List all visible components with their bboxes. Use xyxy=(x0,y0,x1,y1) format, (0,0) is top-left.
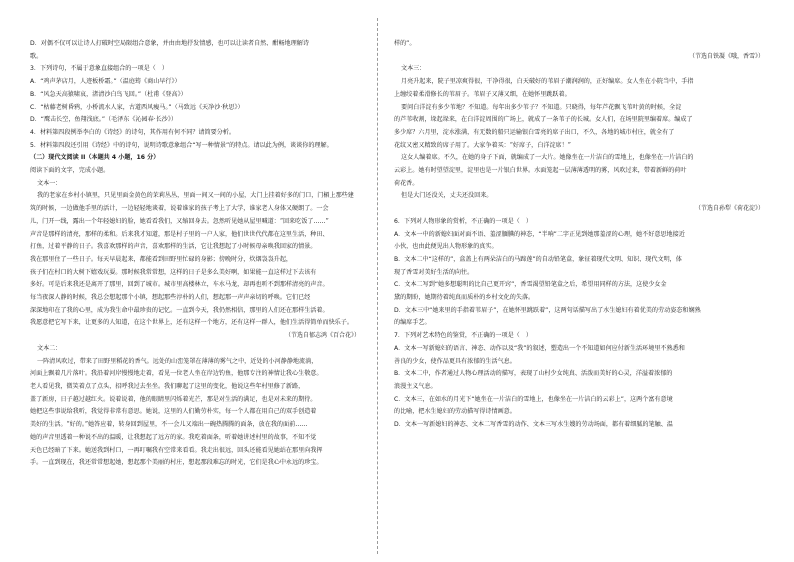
text-line: 小伙，也由此便见出人物形象的真实。 xyxy=(394,243,498,251)
text-line: 善良的少女，使作品更具有浓郁的生活气息。 xyxy=(394,357,516,365)
text-line: 6．下列对人物形象的赏析，不正确的一项是（ ） xyxy=(394,217,532,225)
text-line: 多好。可是后来我还是离开了那里，回到了城市。城市里高楼林立，车水马龙，却再也听不到那样清亮的声音。 xyxy=(30,281,329,289)
text-line: 的比喻，把水生媳妇的劳动描写得诗情画意。 xyxy=(394,408,516,416)
text-line: C．“枯藤老树昏鸦，小桥流水人家，古道西风瘦马。”（马致远《天净沙·秋思》） xyxy=(30,103,244,111)
text-line: 黛的期盼，她期待着纯真而质朴的乡村文化的失落。 xyxy=(394,294,535,302)
text-line: 河面上飘着几片落叶。我沿着河岸慢慢地走着，看见一位老人坐在岸边钓鱼，他那专注的神情让我心生敬意。 xyxy=(30,370,323,378)
text-line: 阅读下面的文字，完成小题。 xyxy=(30,167,110,175)
text-line: 现了香雪对美好生活的向往。 xyxy=(394,268,474,276)
text-line: 但是大门还没关，丈夫还没回来。 xyxy=(401,192,493,200)
text-line: （节选自孙犁《荷花淀》） xyxy=(694,205,764,213)
text-line: 这女人编着席。不久，在她的身子下面，就编成了一大片。她像坐在一片洁白的雪地上，也像坐在一片洁白的 xyxy=(401,154,694,162)
text-line: 荷花香。 xyxy=(394,179,419,187)
text-line: 的编席手艺。 xyxy=(394,319,431,327)
text-line: A．文本一写新媳妇的语言、神态、动作以及“我”的叙述，塑造出一个不知道如何应付新生活环境里不熟悉和 xyxy=(394,344,685,352)
text-line: 打鱼，过着平静的日子。我喜欢那样的声音，喜欢那样的生活，它让我想起了小时候母亲唤我回家的情景。 xyxy=(30,243,317,251)
text-line: D．对偶不仅可以让诗人打破时空局限组合意象，并由由地抒发情感，也可以让读者自然、酣畅地理解诗 xyxy=(30,40,309,47)
text-line: 她把这些事说给我听，我觉得非常有意思。她说，这里的人们勤劳朴实，每一个人都在用自己的双手创造着 xyxy=(30,408,317,416)
right-column xyxy=(394,38,764,432)
text-line: 文本一： xyxy=(37,179,62,187)
text-line: 手。一直到现在，我还常常想起她，想起那个美丽的村庄，想起那段难忘的时光，它们是我心中永远的珍宝。 xyxy=(30,459,323,467)
text-line: D．文本三中“她来里的手指着苇眉子”，在她怀里跳跃着”，这两句话描写出了水生媳妇有着优美的劳动姿态和娴熟 xyxy=(394,306,701,314)
text-line: 儿，门开一线，露出一个年轻媳妇的脸，她看看我们，又缩回身去。忽然听见她从屋里喊道：“回来吃饭了……” xyxy=(30,217,329,225)
text-line: 声音是那样的清亮，那样的柔和。后来我才知道，那是村子里的一户人家，他们世世代代都在这里生活，种田、 xyxy=(30,230,329,238)
text-line: A．“鸡声茅店月，人迹板桥霜。”（温庭筠《商山早行》） xyxy=(30,78,181,86)
text-line: 我的老家在乡村小镇里，只见里面金黄色的茉莉丛丛，里面一间又一间的小屋，大门上挂着好多的门口，门楣上那些建 xyxy=(37,192,354,200)
text-line: D．“鹰击长空，鱼翔浅底。”（毛泽东《沁园春·长沙》） xyxy=(30,116,177,124)
text-line: （节选自郁志鸿《百合花》） xyxy=(284,332,360,340)
text-line: 一阵清风吹过，带来了田野里稻花的香气。远处的山峦笼罩在薄薄的雾气之中，近处的小河静静地流淌， xyxy=(37,357,318,365)
text-line: （二）现代文阅读 II（本题共 4 小题，16 分） xyxy=(30,154,160,162)
text-line: 7．下列对艺术特色的鉴赏，不正确的一项是（ ） xyxy=(394,332,532,340)
text-line: 筑的时候，一边做他手里的活计，一边轻轻地谈着，说着谁家的孩子考上了大学，谁家老人身体又硬朗了。一会 xyxy=(30,205,329,213)
text-line: 盖了新房，日子越过越红火。说着说着，他的眼睛里闪烁着光芒，那是对生活的满足，也是对未来的期待。 xyxy=(30,395,317,403)
text-line: 老人看见我，微笑着点了点头，招呼我过去坐坐。我们聊起了这里的变化，他说这些年村里修了新路， xyxy=(30,382,305,390)
text-line: 每当夜深人静的时候，我总会想起那个小镇，想起那些淳朴的人们，想起那一声声亲切的呼唤。它们已经 xyxy=(30,294,311,302)
text-line: 她的声音里透着一种说不出的温暖，让我想起了远方的家。我吃着面条，听着她讲述村里的故事，不知不觉 xyxy=(30,433,317,441)
text-line: C．文本二写到“她多想聪明的比自己更开窍”，香雪渴望铅笔盒之后，希望用同样的方法，这使少女金 xyxy=(394,281,667,289)
text-line: 云彩上。她有时望望淀里，淀里也是一片银白世界。水面笼起一层薄薄透明的雾，风吹过来，带着新鲜的荷叶 xyxy=(394,167,687,175)
text-line: 文本三： xyxy=(401,65,426,73)
text-line: 上缠绞着柔滑修长的苇眉子。苇眉子又薄又细，在她怀里跳跃着。 xyxy=(394,90,571,98)
column-divider xyxy=(377,18,378,554)
text-line: 天色已经暗了下来。她送我到村口，一再叮嘱我有空常来看看。我走出很远，回头还能看见她站在那里向我挥 xyxy=(30,446,323,454)
text-line: 样的”。 xyxy=(394,40,416,47)
text-line: 歌。 xyxy=(30,52,43,60)
text-line: C．文本三，在如水的月光下“她坐在一片洁白的雪地上，也像坐在一片洁白的云彩上”，这两个富有意境 xyxy=(394,395,673,403)
text-line: 我愿意把它写下来，让更多的人知道，在这个世界上，还有这样一个地方，还有这样一群人，他们生活得简单而快乐子。 xyxy=(30,319,353,327)
text-line: B．“风急天高猿啸哀，渚清沙白鸟飞回。”（杜甫《登高》） xyxy=(30,90,187,98)
text-line: 的芦苇收割，垛起垛来，在白洋淀周围的广场上，就成了一条苇子的长城。女人们，在场里院里编着席。编成了 xyxy=(394,116,693,124)
text-line: 美好的生活。“好的。”她答应着，转身回到屋里，不一会儿又端出一碗热腾腾的面条，放在我的面前…… xyxy=(30,421,308,429)
text-line: D．文本一写新媳妇的神态、文本二写香雪的动作、文本三写水生嫂的劳动场面，都有着细腻的笔触、温 xyxy=(394,421,673,429)
text-line: 文本二： xyxy=(37,344,62,352)
text-line: 孩子们在村口的大树下嬉戏玩耍。那时候我常常想，这样的日子是多么美好啊，如果能一直这样过下去该有 xyxy=(30,268,317,276)
text-line: 我在那里住了一些日子。每天早晨起来，都能看到田野里忙碌的身影；傍晚时分，炊烟袅袅升起， xyxy=(30,255,293,263)
text-line: B．文本二中，作者通过人物心理活动的描写，表现了山村少女纯真、活泼而美好的心灵，洋溢着浓郁的 xyxy=(394,370,673,378)
text-line: 要问白洋淀有多少苇地？不知道。每年出多少苇子？不知道。只晓得，每年芦花飘飞苇叶黄的时候，全淀 xyxy=(401,103,682,111)
text-line: 花纹又密又精致的席子用了。大家争着买：“好席子，白洋淀席！” xyxy=(394,141,571,149)
text-line: （节选自铁凝《哦，香雪》） xyxy=(688,52,764,60)
text-line: 3．下列诗句，不属于意象直接组合的一项是（ ） xyxy=(30,65,168,73)
left-column xyxy=(30,38,360,470)
text-line: 4．材料第四段例举李白的《诗经》的诗句，其作用有何不同？请简要分析。 xyxy=(30,128,235,136)
text-line: 深深地印在了我的心里，成为我生命中最珍贵的记忆。一直到今天，我仍然相信，那里的人们还在那样生活着。 xyxy=(30,306,329,314)
text-line: A．文本一中的新媳妇面对面不语、羞涩腼腆的神态，“半响”二字正见到她那羞涩的心理，她不好意思地接近 xyxy=(394,230,685,238)
text-line: 月亮升起来，院子里凉爽得很，干净得很，白天破好的苇眉子潮润润的，正好编席。女人坐在小院当中，手指 xyxy=(401,78,694,86)
text-line: 浪漫主义气息。 xyxy=(394,382,437,390)
text-line: 多少席？六月里，淀水涨满，有无数的船只运输银白雪亮的席子出口，不久，各地的城市村庄，就全有了 xyxy=(394,128,675,136)
text-line: B．文本二中“这样的”，盒盖上有两朵洁白的马蹄莲”的自动铅笔盒，象征着现代文明、知识、现代文明，体 xyxy=(394,255,682,263)
text-line: 5．材料第四段还引用《诗经》中的诗句，说明诗歌意象组合“写一种情景”的特点。请以此为例，谈谈你的理解。 xyxy=(30,141,333,149)
